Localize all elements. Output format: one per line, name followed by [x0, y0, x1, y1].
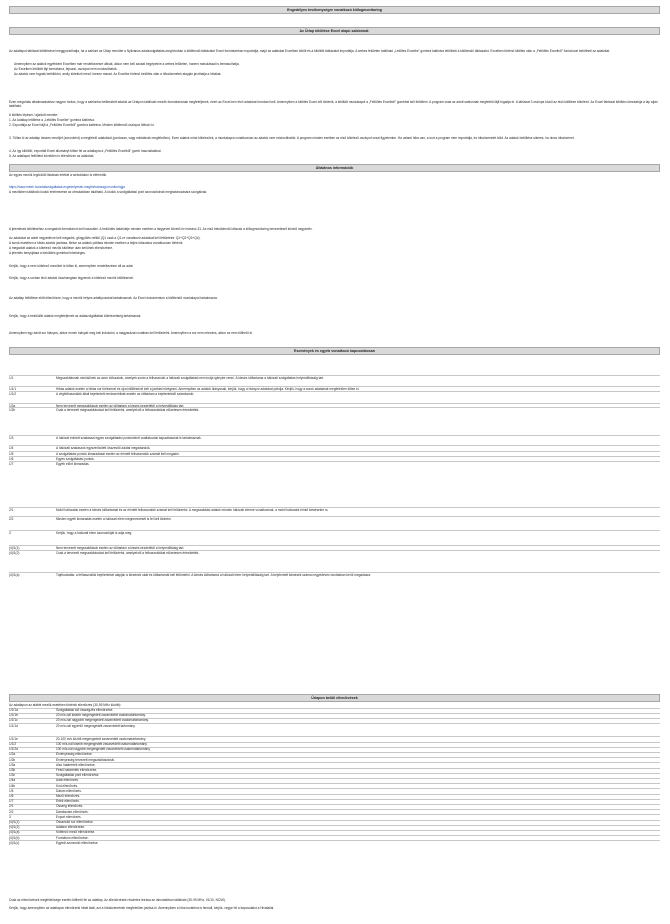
event-code: (4)/1(1)	[9, 546, 20, 550]
section1-step: 1. Az Adatlap letöltése a „Letöltés Excelbe” gombra kattintva.	[9, 118, 95, 122]
event-code: 1/5	[9, 452, 14, 456]
event-description: Csak a tervezett megszakításokat kell feltüntetni, amelyekről a felhasználókat előzetesen értesítették.	[56, 551, 200, 555]
event-code: 3	[9, 531, 11, 535]
page-title: Engedélyes tevékenységre vonatkozó kiíllogmonitoring	[9, 6, 660, 14]
check-code: 1/1/1a	[9, 708, 18, 712]
check-code: 1/1/1b	[9, 713, 18, 718]
check-description: Összeg ellenőrzés.	[56, 804, 84, 809]
check-code: (4)/1(1)	[9, 820, 20, 824]
check-code: (4)/1(b)	[9, 835, 20, 840]
check-code: 1/1/2a	[9, 747, 18, 752]
check-description: Formátum ellenőrzése.	[56, 835, 89, 840]
general-line: A sorok esetében a hibás adatok javítása, illetve az adatok pótlása minden esetben a teljes időszakra vonatkozóan történik.	[9, 241, 184, 245]
check-code: 1/4a	[9, 778, 16, 783]
event-code: 1/6	[9, 457, 14, 461]
check-description: Dátum ellenőrzés.	[56, 788, 82, 793]
check-description: Mező ellenőrzés.	[56, 794, 81, 798]
check-code: 1/2b	[9, 757, 16, 762]
check-code: (4)/1(2)	[9, 825, 20, 830]
general-line: Az egyes mezők legördülő listáinak értékei a weboldalon is elérhetők.	[9, 173, 107, 177]
section1-intro: Az adatlapot táblázat kitöltésével meggyorsíthatja, ha a sablont az Ürlap menübe a Nyilvános adatszolgáltatás-meghívóban a kitöltendő táblázatot Excel formátumban exportálja, majd az adatokat Excelben kitölti és a kitöltött táblázatot importálja. A webes felületen található „Letöltés Excelbe” gombra kattintva letöltheti a kitöltendő táblázatot. Excelben történő kitöltés után a „Feltöltés Excelből” funkcióval betöltheti az adatokat.	[9, 49, 611, 53]
event-code: 1/7	[9, 462, 14, 466]
event-description: Egyes szolgáltatási pontok.	[56, 457, 95, 461]
event-description: A hálózati szakaszok egyszerűsített összesítő adatai megadandók.	[56, 446, 151, 450]
check-code: 2/1	[9, 804, 14, 809]
check-code: 2/2	[9, 809, 14, 814]
general-line: Amennyiben egy adott sor hiányos, akkor ennek hiányát meg kell indokolni, a magyarázat rovatban kell feltüntetni. Amennyiben a sor nem releváns, akkor az nem tölthető ki.	[9, 331, 253, 335]
check-code: 1/1/1d	[9, 723, 18, 728]
event-description: A végfelhasználók általi bejelentett rendszerhibák esetén az időtartam a bejelentéstől számítandó.	[56, 392, 195, 396]
event-description: Megszakításnak minősülnek az azon időszakok, amelyek során a felhasználó a hálózati szolgáltatást nem tudja igénybe venni. A kiesés időtartama a hálózati szolgáltatás helyreállításáig tart.	[56, 376, 325, 380]
general-line: A megadott adatok a kötelező mezők kitöltése után kerülnek ellenőrzésre.	[9, 246, 114, 250]
check-description: Érték ellenőrzés.	[56, 799, 80, 804]
check-description: Összesítő sor ellenőrzése.	[56, 820, 94, 824]
check-description: 20-100 m/s között megengedett zavarvédett csatornatartomány.	[56, 736, 147, 741]
check-description: Export ellenőrzés.	[56, 814, 82, 819]
event-code: 2/2	[9, 517, 14, 521]
event-code: (4)/1(2)	[9, 551, 20, 555]
check-description: Szolgáltatási pont ellenőrzése.	[56, 773, 100, 778]
section1-steps-title: A kitöltés lépései / ajánlott menete:	[9, 113, 59, 117]
check-code: 1/3b	[9, 768, 16, 772]
section1-step: 3. Töltse ki az adatlap összes mezőjét (soronként) a megfelelő adatokkal (pontosan, vagy mintáknak megfelelően). Ezen adatok mind kötelezőek, a munkalapra vonatkozóan az adatok nem módosíthatók. A program minden esetben az első kötelező oszlopot veszi figyelembe. Ha valami hiba van, a sort a program nem importálja, és hibaüzenetet küld. Az adatok betöltése sikeres, ha nincs hibaüzenet.	[9, 136, 575, 140]
check-code: 1/1/1e	[9, 736, 18, 741]
check-description: 20 m/s-nál egyenlő megengedett zavarvédett tartomány.	[56, 723, 136, 728]
section1-step: 5. Az adatlapot feltöltést követően is ellenőrizze az adatokat.	[9, 154, 95, 158]
general-line: Kérjük, hogy a nem kötelező mezőket is töltse ki, amennyiben rendelkezésre áll az adat.	[9, 264, 134, 268]
event-description: Tájékoztatás: a felhasználók bejelentései alapján a kiesések okát és időtartamát kell feltüntetni. A kiesés időtartama a hálózati elem helyreállításáig tart. A bejelentett kiesések száma negyedéves bontásban kerül megadásra.	[56, 573, 372, 577]
check-description: Darabszám ellenőrzés.	[56, 809, 89, 814]
check-code: 1/6	[9, 794, 14, 798]
check-description: Felső határérték ellenőrzése.	[56, 768, 98, 772]
check-description: 100 m/s-nál kisebb megengedett zavarvédett csatornatartomány.	[56, 742, 148, 746]
check-description: Szolgáltatási idő összegzés ellenőrzése.	[56, 708, 114, 712]
check-description: Adatsor ellenőrzése.	[56, 825, 86, 830]
check-code: 1/1/2	[9, 742, 17, 746]
event-code: 1/4	[9, 446, 14, 450]
section1-paragraph: Ezen megoldás alkalmazásához nagyon fontos, hogy a sablonba beillesztett adatok az Ürlapon található mezők formátumának megfeleljenek, ezért az Excel-ben lévő adatokat formázni kell. Amennyiben a kitöltés Excel-ből történik, a kitöltött munkalapot a „Feltöltés Excelből” gombbal kell feltölteni. A program csak az adott sablonnak megfelelő fájlt fogadja el. A táblázat 3 oszlopa közül az első kitöltése kötelező. Az Excel táblázat kitöltési útmutatója a lap alján található.	[9, 100, 658, 108]
check-description: Kód ellenőrzés.	[56, 783, 78, 788]
checks-footnote: Kérjük, hogy amennyiben az adatlapon ellenőrzési hibát talál, azt a hibaüzenetnek megfelelően javítsa ki. Amennyiben a hiba továbbra is fennáll, kérjük, vegye fel a kapcsolatot a Hivatallal.	[9, 906, 275, 910]
event-code: 1/2b	[9, 408, 16, 412]
event-description: Minden egyéb kimaradás esetén a hálózati elem megnevezését is fel kell tüntetni.	[56, 517, 172, 521]
section-header-events: Események és egyéb vonatkozó kapcsolatosan	[9, 347, 660, 355]
event-code: 2/1	[9, 508, 14, 512]
check-description: Érvényesség tervezett megszakításoknál.	[56, 757, 115, 762]
check-description: 20 m/s-nál kisebb megengedett zavarvédett csatornatartomány.	[56, 713, 146, 718]
event-code: 1/1	[9, 376, 14, 380]
general-line: Kérjük, hogy a beküldött adatok megfeleljenek az adatszolgáltatási kötelezettség tartalmának.	[9, 314, 142, 318]
checks-intro: Az adatlapon az alábbi mezők esetében történik ellenőrzés (30-99 MHz között):	[9, 703, 122, 707]
section-header-checks: Ürlapon belüli ellenőrzések	[9, 694, 660, 702]
checks-footnote: Csak az ellenőrzések megfelelősége esetén tölthető fel az adatlap. Az ellenőrzések részletes leírása az útmutatóban található (30-99 MHz, 01/10, NCMI).	[9, 898, 226, 902]
check-code: 1/7	[9, 799, 14, 804]
check-code: (4)/1(a)	[9, 830, 20, 835]
check-description: Egyedi azonosító ellenőrzése.	[56, 840, 99, 845]
check-code: 1/3c	[9, 773, 16, 778]
event-description: Nem tervezett megszakítások esetén az időtartam a kiesés kezdetétől a helyreállításig tart.	[56, 404, 185, 408]
event-code: 1/2a	[9, 404, 16, 408]
general-line: A jelentések kitöltéséhez a megadott formátumot kell használni. A beküldés határideje minden esetben a tárgyévet követő év március 31. Az első beküldendő időszak a kiíllogmonitoring bevezetését követő negyedév.	[9, 227, 313, 231]
general-line: Az adatlap feltöltése előtt ellenőrizze, hogy a mezők helyes adattípusokat tartalmaznak. Az Excel dokumentum a kitöltendő munkalapot tartalmazza.	[9, 296, 218, 300]
check-code: 1/3a	[9, 762, 16, 767]
check-description: Adat ellenőrzés.	[56, 778, 79, 783]
section1-step: 2. Exportálja az Excel fájlt a „Feltöltés Excelből” gombra kattintva. Minden kitöltendő oszlopot töltsön ki.	[9, 123, 155, 127]
event-code: 1/3	[9, 436, 14, 440]
event-description: A hálózat érintett szakaszai egyes szolgáltatási pontonkénti csatlakozási kapacitásokat is tartalmaznak.	[56, 436, 202, 440]
section1-item: Az Excelben letöltött fájl formátuma, fejsorai, oszlopai nem módosíthatók.	[14, 67, 118, 71]
event-description: Csak a tervezett megszakításokat kell feltüntetni, amelyekről a felhasználókat előzetesen értesítették.	[56, 408, 200, 412]
section-header-general: Általános információk	[9, 164, 660, 172]
event-description: Mobil hálózatok esetén a kiesés időtartamát és az érintett felhasználók számát kell feltüntetni. A megszakítási adatok minden hálózati elemre vonatkoznak, a mobil hálózatot érintő kiesésekre is.	[56, 508, 329, 512]
general-line: A jelentés benyújtása a beküldés gombbal lehetséges.	[9, 251, 86, 255]
section1-item: Amennyiben az adatok egyébként Excelben már rendelkezésre állnak, akkor nem kell azokat begépelnie a webes felületen, hanem másolással is bemásolhatja.	[14, 62, 240, 66]
event-description: A szolgáltatási pontok kimaradásai esetén az érintett felhasználók számát kell megadni.	[56, 452, 180, 456]
check-description: 20 m/s-nál nagyobb megengedett zavarvédett csatornatartomány.	[56, 718, 149, 723]
event-description: Hibás adatok esetén a hibás sor törlésével és újra kitöltésével kell a javítást elvégezni. Amennyiben az adatok hiányosak, kérjük, hogy a hiányzó adatokat pótolja. Kérjük, hogy a sorok adatainak megfelelően töltse ki.	[56, 387, 360, 391]
event-code: (4)/1(a)	[9, 573, 20, 577]
general-line: Kérjük, hogy a sorban lévő adatok összhangban legyenek a kötelező mezők kitöltésével.	[9, 276, 134, 280]
check-description: Kötelező mező ellenőrzése.	[56, 830, 96, 835]
check-code: 1/2a	[9, 752, 16, 757]
event-code: 1/1/1	[9, 387, 17, 391]
general-line: Az adatokat az adott negyedévre kell megadni, göngyölés nélkül (Q1 csak a Q1-re vonatkozó adatokat kell feltüntetni: Q1+Q2+Q3+Q4).	[9, 236, 201, 240]
check-description: Alsó határérték ellenőrzése.	[56, 762, 96, 767]
section-header-excel: Az Ürlap kitöltése Excel alapú sablonnal:	[9, 27, 660, 35]
check-code: 1/1/1c	[9, 718, 18, 723]
check-code: 1/5	[9, 788, 14, 793]
check-code: (4)/1(c)	[9, 840, 20, 845]
section1-step: 4. Az így kitöltött, exportált Excel állományt töltse fel az adatlapra a „Feltöltés Excelből” gomb használatával.	[9, 149, 162, 153]
event-description: Nem tervezett megszakítások esetén az időtartam a kiesés kezdetétől a helyreállításig tart.	[56, 546, 185, 550]
check-code: 3	[9, 814, 11, 819]
check-code: 1/4b	[9, 783, 16, 788]
section1-item: Az adatok nem fognak betöltődni, amíly kötelező mező üresen marad. Az Excelbe történő betöltés után a hibaüzenetek alapján javíthatja a hibákat.	[14, 72, 222, 76]
check-description: Érvényesség ellenőrzése.	[56, 752, 93, 757]
event-description: Egyéb előírt kimaradás.	[56, 462, 90, 466]
general-line: A mezőkben található kódok értelmezése az útmutatóban található. A kódok a szolgáltatási pont azonosítóinak meghatározására szolgálnak.	[9, 190, 208, 194]
check-description: 100 m/s-nál nagyobb megengedett zavarvédett csatornatartomány.	[56, 747, 151, 752]
general-link[interactable]: https://www.mekh.hu/adatszolgaltatas-engedelyesek-megbizhatosagi-monitoringja	[9, 185, 125, 189]
event-code: 1/1/2	[9, 392, 17, 396]
event-description: Kérjük, hogy a hálózati elem azonosítóját is adja meg.	[56, 531, 133, 535]
